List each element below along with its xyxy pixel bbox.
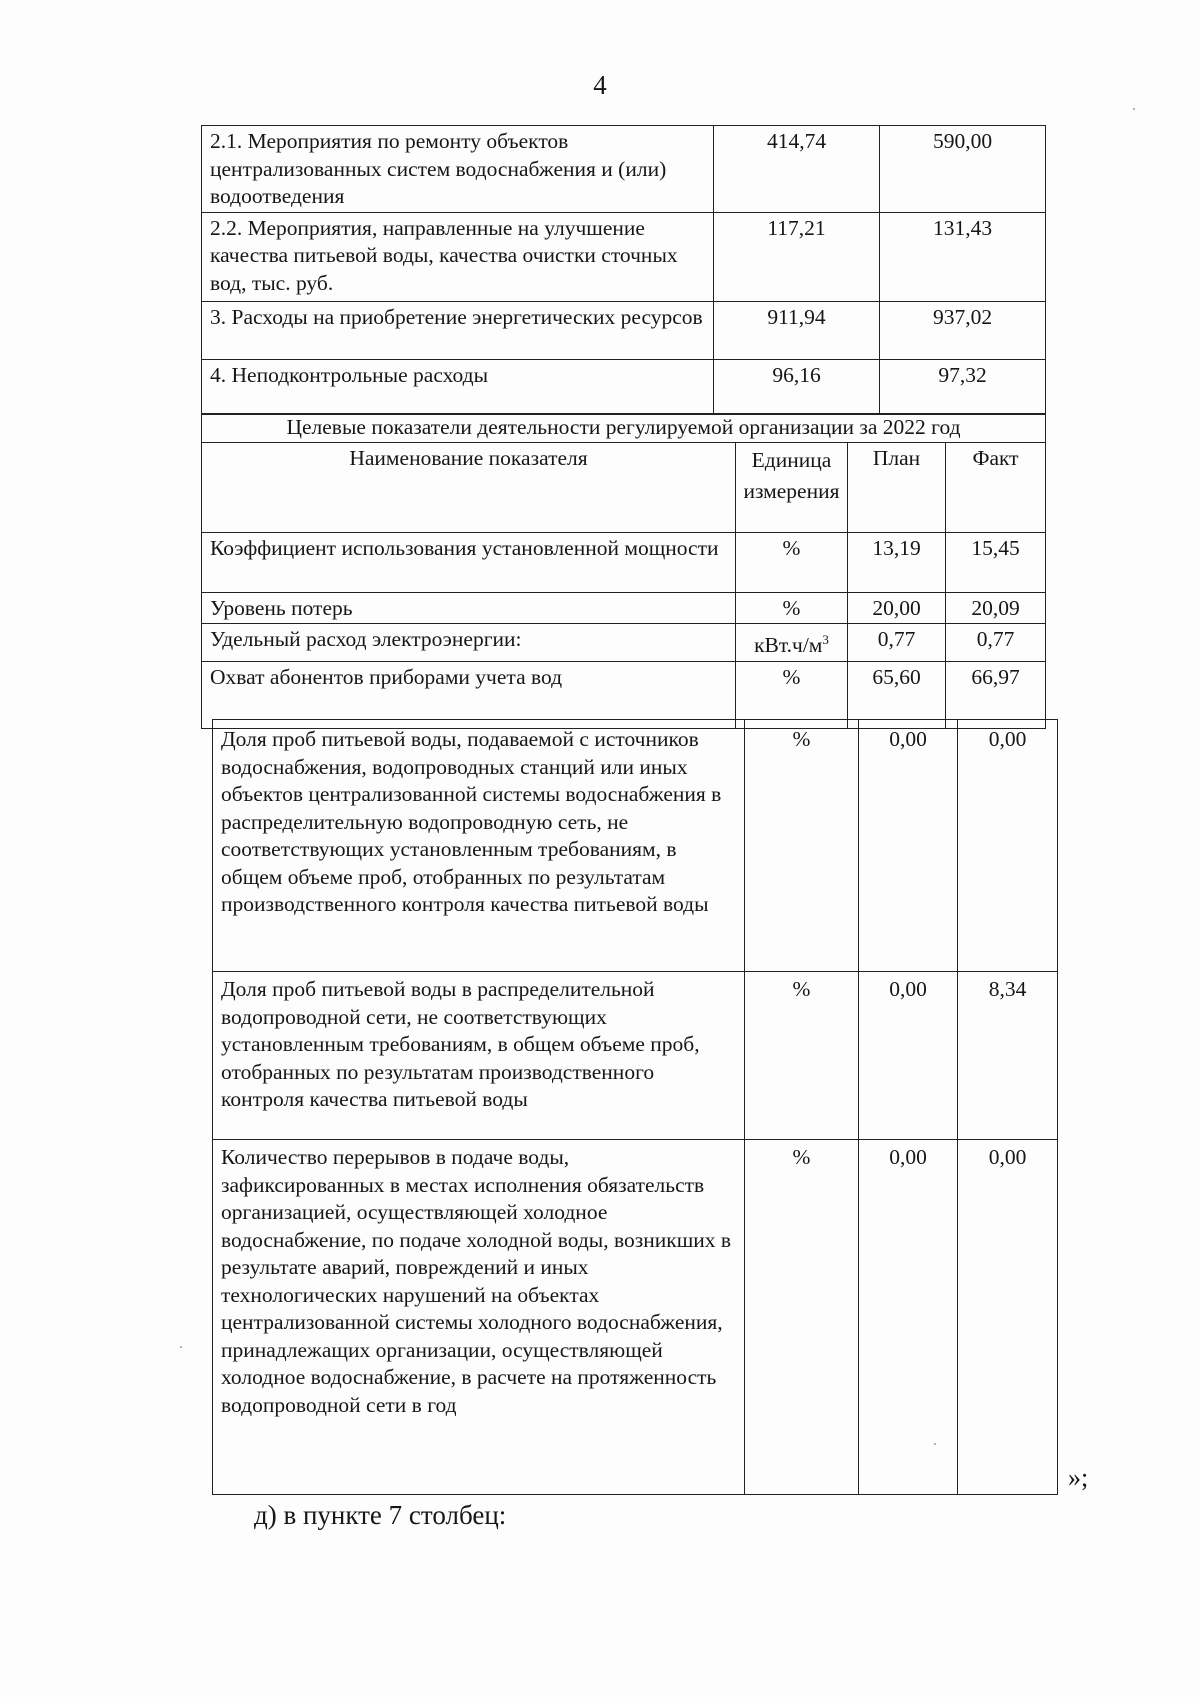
- table-row: [202, 212, 1046, 301]
- row-name: Коэффициент использования установленной мощности: [202, 532, 736, 592]
- targets-long-table: [212, 719, 1058, 1495]
- row-name: Охват абонентов приборами учета вод: [202, 661, 736, 728]
- plan-value: 20,00: [848, 592, 946, 624]
- table-row: [202, 624, 1046, 662]
- fact-value: 0,00: [958, 1140, 1058, 1495]
- scan-speck: [934, 1443, 936, 1445]
- row-unit: [736, 624, 848, 662]
- fact-value: 0,00: [958, 720, 1058, 972]
- plan-value: 0,00: [859, 972, 958, 1140]
- targets-title-row: [202, 414, 1046, 443]
- plan-value: 911,94: [714, 301, 880, 359]
- row-name: Доля проб питьевой воды, подаваемой с источников водоснабжения, водопроводных станций или иных объектов централизованной системы водоснабжения в распределительную водопроводную сеть, не соответствующих установленным требованиям, в общем объеме проб, отобранных по результатам производственного контроля качества питьевой воды: [213, 720, 745, 972]
- targets-title: Целевые показатели деятельности регулируемой организации за 2022 год: [202, 414, 1046, 443]
- header-plan: План: [848, 442, 946, 532]
- plan-value: 13,19: [848, 532, 946, 592]
- unit-text: кВт.ч/м: [754, 633, 823, 658]
- fact-value: 97,32: [880, 359, 1046, 414]
- row-name: Удельный расход электроэнергии:: [202, 624, 736, 662]
- fact-value: 15,45: [946, 532, 1046, 592]
- row-unit: %: [736, 661, 848, 728]
- scan-speck: [1133, 108, 1135, 110]
- expenses-table: [201, 125, 1046, 415]
- table-row: [213, 720, 1058, 972]
- row-unit: %: [745, 720, 859, 972]
- plan-value: 0,00: [859, 720, 958, 972]
- table-row: [202, 301, 1046, 359]
- row-name: 4. Неподконтрольные расходы: [202, 359, 714, 414]
- table-row: [202, 359, 1046, 414]
- row-name: 2.1. Мероприятия по ремонту объектов централизованных систем водоснабжения и (или) водоотведения: [202, 126, 714, 213]
- header-fact: Факт: [946, 442, 1046, 532]
- table-row: [202, 592, 1046, 624]
- row-unit: %: [736, 532, 848, 592]
- fact-value: 590,00: [880, 126, 1046, 213]
- row-name: Уровень потерь: [202, 592, 736, 624]
- plan-value: 0,00: [859, 1140, 958, 1495]
- table-row: [213, 972, 1058, 1140]
- plan-value: 96,16: [714, 359, 880, 414]
- plan-value: 117,21: [714, 212, 880, 301]
- header-name: Наименование показателя: [202, 442, 736, 532]
- fact-value: 937,02: [880, 301, 1046, 359]
- fact-value: 66,97: [946, 661, 1046, 728]
- footer-text: д) в пункте 7 столбец:: [254, 1500, 507, 1530]
- plan-value: 414,74: [714, 126, 880, 213]
- fact-value: 131,43: [880, 212, 1046, 301]
- row-unit: %: [745, 972, 859, 1140]
- page-number: 4: [593, 70, 607, 100]
- fact-value: 8,34: [958, 972, 1058, 1140]
- table-row: [213, 1140, 1058, 1495]
- plan-value: 0,77: [848, 624, 946, 662]
- plan-value: 65,60: [848, 661, 946, 728]
- row-unit: %: [736, 592, 848, 624]
- row-name: Количество перерывов в подаче воды, зафиксированных в местах исполнения обязательств организацией, осуществляющей холодное водоснабжение, по подаче холодной воды, возникших в результате аварий, повреждений и иных технологических нарушений на объектах централизованной системы холодного водоснабжения, принадлежащих организации, осуществляющей холодное водоснабжение, в расчете на протяженность водопроводной сети в год: [213, 1140, 745, 1495]
- row-name: Доля проб питьевой воды в распределительной водопроводной сети, не соответствующих установленным требованиям, в общем объеме проб, отобранных по результатам производственного контроля качества питьевой воды: [213, 972, 745, 1140]
- table-row: [202, 126, 1046, 213]
- fact-value: 20,09: [946, 592, 1046, 624]
- table-row: [202, 532, 1046, 592]
- closing-quote: »;: [1068, 1463, 1089, 1492]
- header-unit: Единица измерения: [736, 442, 848, 532]
- unit-superscript: 3: [822, 632, 829, 647]
- scan-speck: [180, 1346, 182, 1348]
- row-unit: %: [745, 1140, 859, 1495]
- fact-value: 0,77: [946, 624, 1046, 662]
- row-name: 2.2. Мероприятия, направленные на улучшение качества питьевой воды, качества очистки сточных вод, тыс. руб.: [202, 212, 714, 301]
- row-name: 3. Расходы на приобретение энергетических ресурсов: [202, 301, 714, 359]
- targets-table: [201, 413, 1046, 729]
- header-row: [202, 442, 1046, 532]
